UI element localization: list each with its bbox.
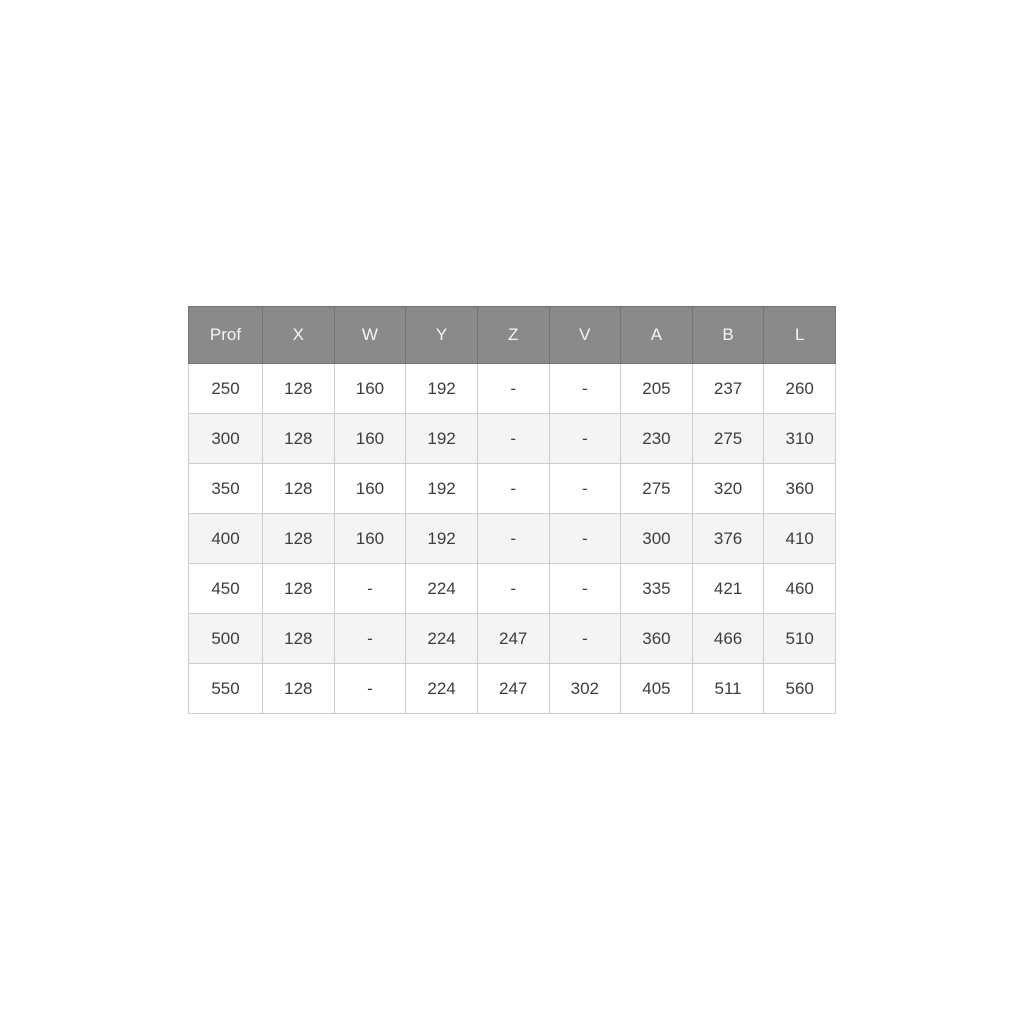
table-cell: - <box>549 414 621 464</box>
table-row <box>189 464 836 514</box>
table-cell: 128 <box>263 414 335 464</box>
table-row <box>189 514 836 564</box>
column-header-w: W <box>334 307 406 364</box>
table-row <box>189 364 836 414</box>
table-cell: - <box>549 464 621 514</box>
table-cell: - <box>477 464 549 514</box>
table-cell: 360 <box>621 614 693 664</box>
table-cell: 320 <box>692 464 764 514</box>
table-cell: 310 <box>764 414 836 464</box>
table-cell: 260 <box>764 364 836 414</box>
table-cell: 510 <box>764 614 836 664</box>
table-cell: 335 <box>621 564 693 614</box>
table-cell: - <box>334 564 406 614</box>
column-header-l: L <box>764 307 836 364</box>
table-cell: 230 <box>621 414 693 464</box>
table-cell: - <box>549 364 621 414</box>
table-cell: 128 <box>263 564 335 614</box>
table-cell: 224 <box>406 614 478 664</box>
table-cell: 128 <box>263 364 335 414</box>
table-cell: 300 <box>189 414 263 464</box>
column-header-y: Y <box>406 307 478 364</box>
table-cell: 405 <box>621 664 693 714</box>
table-cell: 500 <box>189 614 263 664</box>
table-cell: 466 <box>692 614 764 664</box>
table-row <box>189 414 836 464</box>
table-cell: 421 <box>692 564 764 614</box>
column-header-v: V <box>549 307 621 364</box>
table-cell: 192 <box>406 364 478 414</box>
table-cell: 550 <box>189 664 263 714</box>
table-cell: 247 <box>477 664 549 714</box>
table-cell: - <box>477 364 549 414</box>
table-cell: 275 <box>621 464 693 514</box>
table-cell: - <box>477 514 549 564</box>
table-cell: 237 <box>692 364 764 414</box>
table-cell: 128 <box>263 514 335 564</box>
table-cell: 160 <box>334 514 406 564</box>
table-cell: 360 <box>764 464 836 514</box>
column-header-x: X <box>263 307 335 364</box>
table-cell: 560 <box>764 664 836 714</box>
table-cell: 160 <box>334 414 406 464</box>
table-row <box>189 614 836 664</box>
table-cell: 224 <box>406 664 478 714</box>
table-cell: 400 <box>189 514 263 564</box>
column-header-a: A <box>621 307 693 364</box>
table-cell: 410 <box>764 514 836 564</box>
table-cell: 511 <box>692 664 764 714</box>
table-cell: - <box>334 664 406 714</box>
table-cell: 128 <box>263 464 335 514</box>
table-cell: 300 <box>621 514 693 564</box>
table-cell: 160 <box>334 364 406 414</box>
table-cell: 450 <box>189 564 263 614</box>
dimensions-table <box>188 306 836 714</box>
table-cell: 224 <box>406 564 478 614</box>
table-cell: 128 <box>263 664 335 714</box>
table-cell: 302 <box>549 664 621 714</box>
table-cell: 460 <box>764 564 836 614</box>
table-body <box>189 364 836 714</box>
table-row <box>189 664 836 714</box>
table-head <box>189 307 836 364</box>
table-row <box>189 564 836 614</box>
table-cell: 192 <box>406 514 478 564</box>
table-cell: 192 <box>406 414 478 464</box>
table-cell: 128 <box>263 614 335 664</box>
column-header-z: Z <box>477 307 549 364</box>
column-header-b: B <box>692 307 764 364</box>
table-cell: 275 <box>692 414 764 464</box>
table-cell: - <box>549 564 621 614</box>
table-cell: - <box>334 614 406 664</box>
table-cell: 205 <box>621 364 693 414</box>
table-cell: - <box>549 514 621 564</box>
table-cell: 376 <box>692 514 764 564</box>
table-cell: 350 <box>189 464 263 514</box>
table-header-row <box>189 307 836 364</box>
table-cell: 250 <box>189 364 263 414</box>
table-cell: - <box>477 564 549 614</box>
table-cell: - <box>477 414 549 464</box>
table-cell: 160 <box>334 464 406 514</box>
table-cell: - <box>549 614 621 664</box>
table-cell: 192 <box>406 464 478 514</box>
column-header-prof: Prof <box>189 307 263 364</box>
table-cell: 247 <box>477 614 549 664</box>
